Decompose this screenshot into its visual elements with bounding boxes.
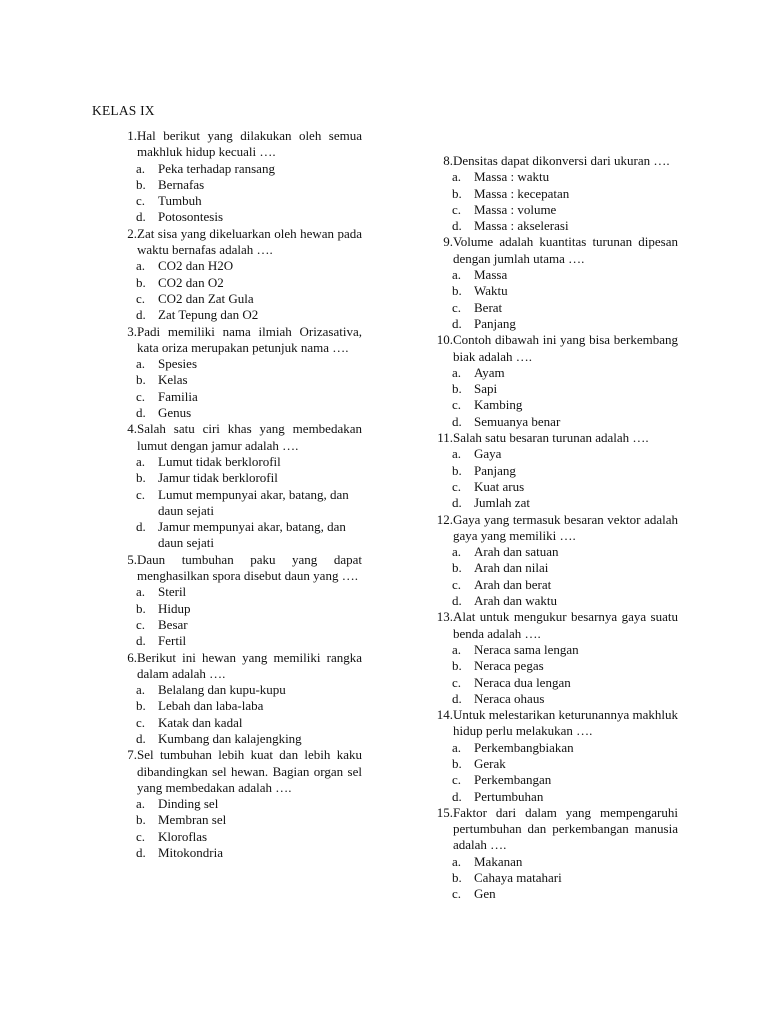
- option-list: [112, 682, 362, 747]
- question-text: Contoh dibawah ini yang bisa berkembang biak adalah ….: [453, 332, 678, 364]
- option-letter: d.: [136, 519, 146, 535]
- option-item: [112, 796, 362, 812]
- option-letter: b.: [452, 462, 462, 478]
- question-item: [428, 332, 678, 430]
- option-letter: c.: [452, 478, 462, 494]
- option-letter: c.: [452, 397, 462, 413]
- option-item: [428, 691, 678, 707]
- option-letter: a.: [452, 641, 462, 657]
- option-list: [112, 258, 362, 323]
- option-text: Kloroflas: [158, 828, 208, 844]
- option-text: Familia: [158, 388, 198, 404]
- question-text: Berikut ini hewan yang memiliki rangka dalam adalah ….: [137, 649, 362, 681]
- option-letter: d.: [452, 788, 462, 804]
- option-item: [112, 845, 362, 861]
- question-item: [428, 512, 678, 610]
- option-letter: c.: [136, 714, 146, 730]
- option-item: [112, 405, 362, 421]
- option-text: Lebah dan laba-laba: [158, 698, 264, 714]
- question-item: [428, 430, 678, 511]
- option-text: Massa : waktu: [474, 169, 550, 185]
- option-text: Lumut mempunyai akar, batang, dan daun sejati: [158, 486, 349, 518]
- option-item: [112, 601, 362, 617]
- option-text: Mitokondria: [158, 845, 223, 861]
- option-item: [112, 519, 362, 552]
- question-header: [428, 609, 678, 642]
- option-text: Ayam: [474, 364, 505, 380]
- option-text: Makanan: [474, 853, 523, 869]
- option-letter: d.: [136, 730, 146, 746]
- option-item: [428, 658, 678, 674]
- option-letter: a.: [136, 160, 146, 176]
- option-letter: a.: [136, 356, 146, 372]
- option-text: Neraca ohaus: [474, 690, 545, 706]
- question-item: [112, 324, 362, 422]
- question-item: [428, 153, 678, 234]
- option-item: [428, 202, 678, 218]
- option-text: Sapi: [474, 381, 498, 397]
- option-text: Neraca dua lengan: [474, 674, 571, 690]
- option-text: CO2 dan Zat Gula: [158, 290, 254, 306]
- question-header: [428, 805, 678, 854]
- option-letter: c.: [136, 616, 146, 632]
- question-header: [428, 707, 678, 740]
- option-item: [428, 186, 678, 202]
- question-header: [428, 332, 678, 365]
- option-list: [428, 854, 678, 903]
- question-header: [112, 226, 362, 259]
- question-text: Sel tumbuhan lebih kuat dan lebih kaku dibandingkan sel hewan. Bagian organ sel yang membedakan adalah ….: [137, 747, 362, 795]
- option-item: [428, 316, 678, 332]
- option-letter: b.: [136, 176, 146, 192]
- option-letter: d.: [136, 307, 146, 323]
- option-item: [428, 365, 678, 381]
- option-item: [112, 454, 362, 470]
- option-text: Cahaya matahari: [474, 870, 562, 886]
- option-item: [428, 495, 678, 511]
- option-text: Kelas: [158, 372, 188, 388]
- question-item: [112, 421, 362, 551]
- option-item: [112, 356, 362, 372]
- option-list: [112, 796, 362, 861]
- option-text: Semuanya benar: [474, 413, 561, 429]
- option-item: [112, 307, 362, 323]
- option-letter: b.: [452, 560, 462, 576]
- page-title: KELAS IX: [92, 103, 155, 118]
- option-text: CO2 dan H2O: [158, 258, 234, 274]
- option-letter: b.: [452, 185, 462, 201]
- question-item: [112, 128, 362, 226]
- question-number: 10.: [436, 332, 453, 348]
- option-text: Massa: [474, 267, 508, 283]
- option-text: Panjang: [474, 462, 516, 478]
- question-number: 13.: [436, 609, 453, 625]
- option-item: [112, 161, 362, 177]
- option-letter: c.: [136, 828, 146, 844]
- option-item: [428, 479, 678, 495]
- question-number: 9.: [443, 234, 453, 250]
- option-text: Berat: [474, 299, 503, 315]
- option-letter: d.: [452, 218, 462, 234]
- question-number: 15.: [436, 804, 453, 820]
- option-text: Kumbang dan kalajengking: [158, 730, 302, 746]
- option-letter: a.: [452, 267, 462, 283]
- option-text: Jumlah zat: [474, 495, 530, 511]
- option-letter: a.: [452, 853, 462, 869]
- option-text: Membran sel: [158, 812, 227, 828]
- option-letter: b.: [452, 870, 462, 886]
- option-letter: c.: [452, 201, 462, 217]
- option-item: [428, 772, 678, 788]
- option-text: Pertumbuhan: [474, 788, 544, 804]
- question-column-left: [112, 128, 362, 861]
- option-letter: b.: [136, 470, 146, 486]
- option-letter: a.: [136, 258, 146, 274]
- option-item: [112, 372, 362, 388]
- option-text: Peka terhadap ransang: [158, 160, 275, 176]
- option-text: Fertil: [158, 633, 187, 649]
- option-item: [428, 886, 678, 902]
- option-text: Perkembangbiakan: [474, 739, 574, 755]
- option-item: [428, 854, 678, 870]
- option-letter: c.: [452, 886, 462, 902]
- question-number: 11.: [437, 430, 453, 446]
- option-text: Gaya: [474, 446, 502, 462]
- question-text: Gaya yang termasuk besaran vektor adalah gaya yang memiliki ….: [453, 511, 678, 543]
- option-letter: d.: [452, 413, 462, 429]
- question-text: Volume adalah kuantitas turunan dipesan dengan jumlah utama ….: [453, 234, 678, 266]
- option-letter: a.: [452, 739, 462, 755]
- option-text: Arah dan berat: [474, 576, 552, 592]
- option-item: [428, 675, 678, 691]
- question-text: Untuk melestarikan keturunannya makhluk hidup perlu melakukan ….: [453, 707, 678, 739]
- option-text: Dinding sel: [158, 796, 219, 812]
- question-header: [112, 128, 362, 161]
- option-text: Panjang: [474, 315, 516, 331]
- option-item: [428, 642, 678, 658]
- option-item: [112, 177, 362, 193]
- option-letter: d.: [452, 593, 462, 609]
- option-letter: d.: [136, 405, 146, 421]
- question-header: [428, 234, 678, 267]
- question-item: [112, 747, 362, 861]
- option-item: [112, 633, 362, 649]
- option-text: Massa : volume: [474, 201, 557, 217]
- question-header: [428, 153, 678, 169]
- option-text: Waktu: [474, 283, 508, 299]
- question-number: 1.: [127, 128, 137, 143]
- option-letter: c.: [452, 674, 462, 690]
- option-text: Arah dan waktu: [474, 593, 558, 609]
- option-text: Steril: [158, 584, 187, 600]
- option-text: Belalang dan kupu-kupu: [158, 682, 286, 698]
- option-item: [112, 209, 362, 225]
- option-letter: c.: [136, 290, 146, 306]
- option-text: Katak dan kadal: [158, 714, 243, 730]
- question-number: 5.: [127, 551, 137, 567]
- option-letter: d.: [452, 315, 462, 331]
- option-item: [112, 682, 362, 698]
- option-text: Neraca pegas: [474, 658, 544, 674]
- option-letter: d.: [136, 209, 146, 225]
- question-header: [112, 324, 362, 357]
- option-item: [112, 715, 362, 731]
- option-letter: b.: [452, 283, 462, 299]
- option-list: [112, 161, 362, 226]
- option-text: Spesies: [158, 356, 197, 372]
- question-number: 4.: [127, 421, 137, 437]
- option-item: [428, 577, 678, 593]
- option-item: [112, 829, 362, 845]
- question-number: 3.: [127, 323, 137, 339]
- question-column-right: [428, 153, 678, 903]
- option-letter: d.: [136, 633, 146, 649]
- question-header: [112, 421, 362, 454]
- question-header: [428, 430, 678, 446]
- option-letter: c.: [452, 299, 462, 315]
- option-text: Gen: [474, 886, 496, 902]
- option-item: [112, 698, 362, 714]
- question-text: Salah satu besaran turunan adalah ….: [453, 430, 649, 446]
- option-letter: b.: [136, 274, 146, 290]
- option-text: Lumut tidak berklorofil: [158, 453, 281, 469]
- option-item: [428, 870, 678, 886]
- question-text: Padi memiliki nama ilmiah Orizasativa, kata oriza merupakan petunjuk nama ….: [137, 323, 362, 355]
- option-letter: a.: [136, 453, 146, 469]
- option-item: [428, 740, 678, 756]
- option-list: [112, 454, 362, 552]
- option-text: Arah dan nilai: [474, 560, 549, 576]
- option-text: Perkembangan: [474, 772, 552, 788]
- question-number: 14.: [436, 707, 453, 723]
- option-letter: a.: [136, 584, 146, 600]
- option-text: Potosontesis: [158, 209, 224, 225]
- option-text: Jamur mempunyai akar, batang, dan daun sejati: [158, 519, 346, 551]
- option-item: [112, 584, 362, 600]
- option-letter: a.: [452, 446, 462, 462]
- option-item: [428, 381, 678, 397]
- question-header: [112, 552, 362, 585]
- option-item: [112, 470, 362, 486]
- option-text: Neraca sama lengan: [474, 641, 579, 657]
- option-letter: d.: [452, 690, 462, 706]
- option-letter: b.: [452, 755, 462, 771]
- option-list: [428, 642, 678, 707]
- question-number: 12.: [436, 511, 453, 527]
- option-item: [428, 560, 678, 576]
- option-item: [112, 617, 362, 633]
- option-item: [112, 275, 362, 291]
- option-item: [428, 463, 678, 479]
- option-item: [428, 789, 678, 805]
- option-letter: c.: [452, 772, 462, 788]
- option-letter: a.: [452, 544, 462, 560]
- option-letter: b.: [136, 812, 146, 828]
- option-item: [428, 218, 678, 234]
- option-item: [428, 446, 678, 462]
- option-item: [112, 389, 362, 405]
- option-text: Gerak: [474, 755, 506, 771]
- option-letter: a.: [452, 169, 462, 185]
- option-text: Genus: [158, 405, 192, 421]
- option-item: [428, 283, 678, 299]
- option-letter: b.: [452, 658, 462, 674]
- option-list: [112, 584, 362, 649]
- question-text: Faktor dari dalam yang mempengaruhi pertumbuhan dan perkembangan manusia adalah ….: [453, 804, 678, 853]
- option-text: Hidup: [158, 600, 191, 616]
- option-text: Bernafas: [158, 176, 205, 192]
- question-item: [112, 650, 362, 748]
- option-text: Arah dan satuan: [474, 544, 559, 560]
- option-item: [112, 291, 362, 307]
- question-number: 2.: [127, 225, 137, 241]
- option-text: CO2 dan O2: [158, 274, 224, 290]
- question-item: [428, 609, 678, 707]
- option-list: [428, 446, 678, 511]
- question-number: 7.: [127, 747, 137, 763]
- question-item: [428, 234, 678, 332]
- option-text: Kuat arus: [474, 478, 525, 494]
- option-list: [428, 169, 678, 234]
- option-letter: c.: [452, 576, 462, 592]
- question-header: [112, 747, 362, 796]
- question-item: [112, 226, 362, 324]
- option-item: [428, 544, 678, 560]
- option-letter: a.: [452, 364, 462, 380]
- option-item: [112, 258, 362, 274]
- option-letter: c.: [136, 486, 146, 502]
- option-item: [112, 731, 362, 747]
- option-item: [428, 300, 678, 316]
- option-item: [428, 397, 678, 413]
- option-letter: a.: [136, 796, 146, 812]
- option-text: Massa : akselerasi: [474, 218, 569, 234]
- option-text: Zat Tepung dan O2: [158, 307, 259, 323]
- option-item: [112, 487, 362, 520]
- question-header: [428, 512, 678, 545]
- question-text: Daun tumbuhan paku yang dapat menghasilkan spora disebut daun yang ….: [137, 551, 362, 584]
- question-item: [112, 552, 362, 650]
- option-text: Tumbuh: [158, 193, 202, 209]
- question-item: [428, 805, 678, 903]
- option-letter: b.: [136, 698, 146, 714]
- question-text: Alat untuk mengukur besarnya gaya suatu benda adalah ….: [453, 609, 678, 641]
- option-letter: a.: [136, 682, 146, 698]
- question-text: Hal berikut yang dilakukan oleh semua makhluk hidup kecuali ….: [137, 128, 362, 160]
- option-item: [112, 812, 362, 828]
- option-letter: d.: [136, 845, 146, 861]
- option-text: Jamur tidak berklorofil: [158, 470, 278, 486]
- option-item: [428, 756, 678, 772]
- option-letter: c.: [136, 193, 146, 209]
- option-item: [428, 267, 678, 283]
- option-letter: d.: [452, 495, 462, 511]
- option-letter: b.: [136, 372, 146, 388]
- option-item: [428, 593, 678, 609]
- question-header: [112, 650, 362, 683]
- option-item: [112, 193, 362, 209]
- question-text: Salah satu ciri khas yang membedakan lumut dengan jamur adalah ….: [137, 421, 362, 453]
- option-list: [112, 356, 362, 421]
- option-letter: b.: [136, 600, 146, 616]
- question-number: 8.: [443, 153, 453, 168]
- option-list: [428, 740, 678, 805]
- question-number: 6.: [127, 649, 137, 665]
- question-text: Zat sisa yang dikeluarkan oleh hewan pada waktu bernafas adalah ….: [137, 225, 362, 258]
- option-letter: c.: [136, 388, 146, 404]
- option-list: [428, 267, 678, 332]
- option-text: Besar: [158, 616, 188, 632]
- option-text: Kambing: [474, 397, 523, 413]
- question-item: [428, 707, 678, 805]
- option-item: [428, 169, 678, 185]
- option-text: Massa : kecepatan: [474, 185, 570, 201]
- option-list: [428, 365, 678, 430]
- option-letter: b.: [452, 381, 462, 397]
- question-text: Densitas dapat dikonversi dari ukuran ….: [453, 153, 670, 168]
- option-item: [428, 414, 678, 430]
- option-list: [428, 544, 678, 609]
